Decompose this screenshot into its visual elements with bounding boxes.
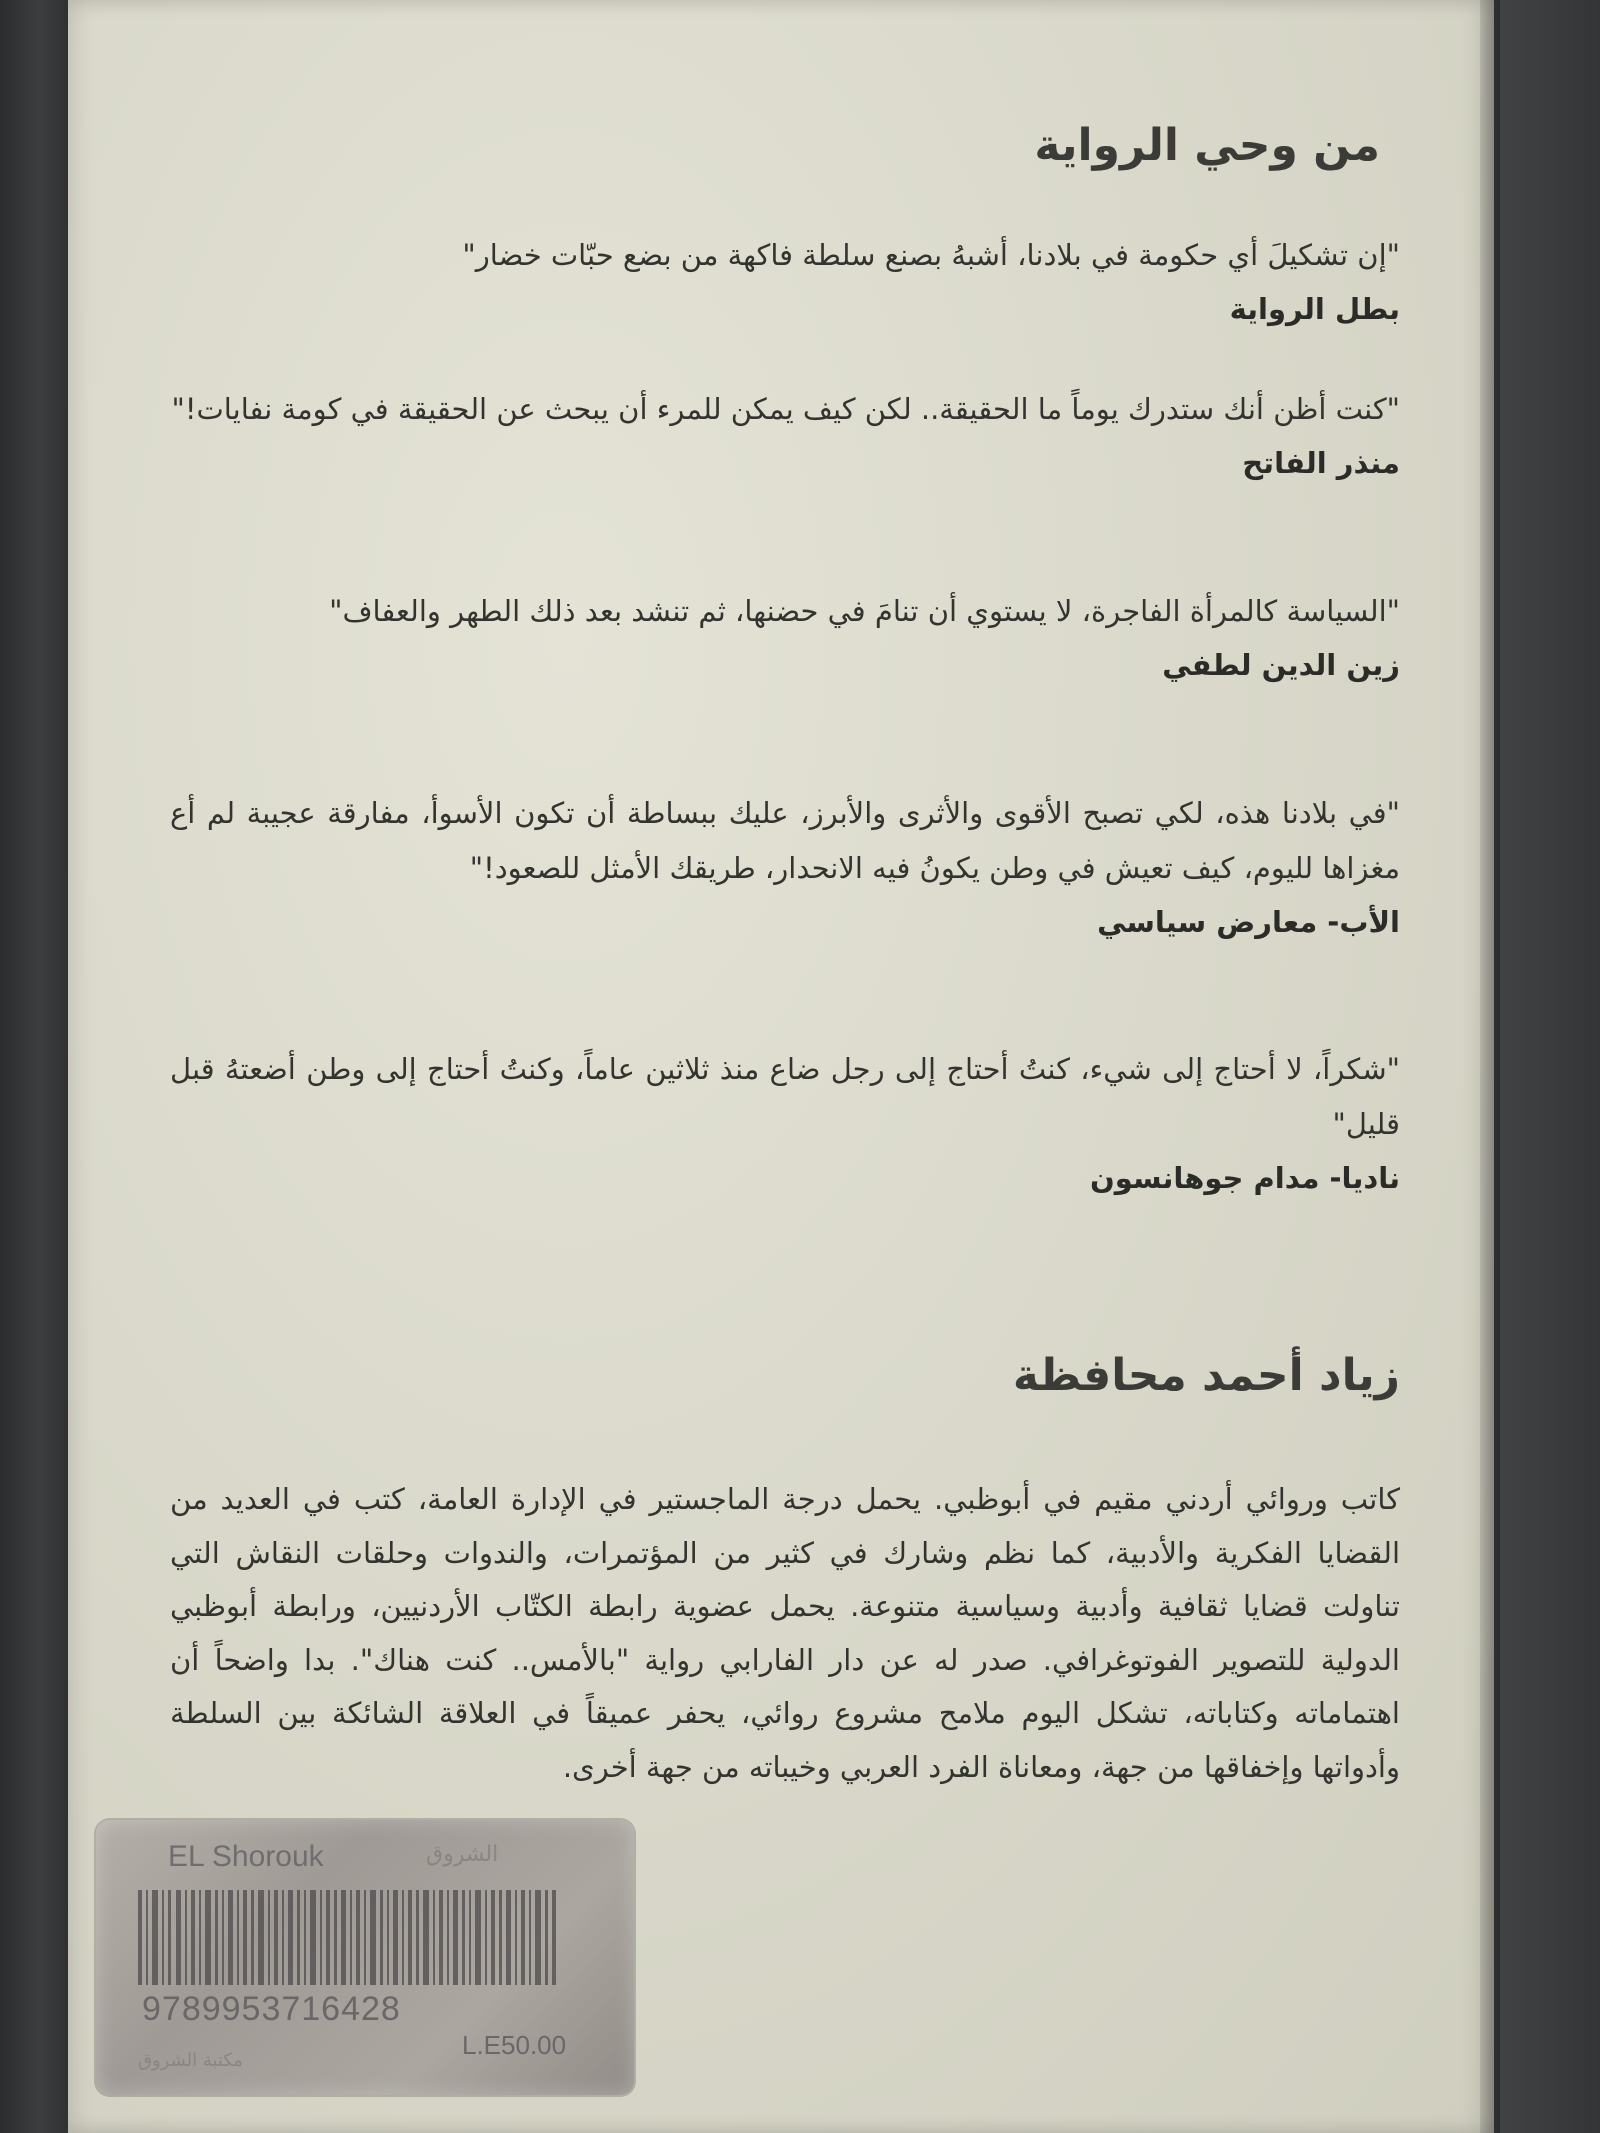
quote-attribution: منذر الفاتح: [1242, 446, 1400, 480]
quote-1: [170, 228, 1400, 335]
quote-attribution: الأب- معارض سياسي: [1097, 905, 1400, 939]
cover-edge-shadow: [1480, 0, 1500, 2133]
isbn-number: 9789953716428: [142, 1990, 401, 2028]
sticker-brand: EL Shorouk: [168, 1840, 324, 1873]
quote-text: "في بلادنا هذه، لكي تصبح الأقوى والأثرى والأبرز، عليك ببساطة أن تكون الأسوأ، مفارقة عجيبة لم أع مغزاها لليوم، كيف تعيش في وطن يكونُ فيه الانحدار، طريقك الأمثل للصعود!": [170, 796, 1400, 885]
quote-4: [170, 786, 1400, 948]
barcode-icon: [136, 1890, 566, 2000]
quote-3: [170, 584, 1400, 691]
quote-text: "شكراً، لا أحتاج إلى شيء، كنتُ أحتاج إلى رجل ضاع منذ ثلاثين عاماً، وكنتُ أحتاج إلى وطن أضعتهُ قبل قليل": [170, 1052, 1400, 1141]
sticker-brand-arabic: الشروق: [426, 1842, 499, 1867]
quote-attribution: زين الدين لطفي: [1162, 648, 1400, 682]
quote-text: "السياسة كالمرأة الفاجرة، لا يستوي أن تنامَ في حضنها، ثم تنشد بعد ذلك الطهر والعفاف": [329, 594, 1400, 628]
quote-5: [170, 1042, 1400, 1204]
author-bio: كاتب وروائي أردني مقيم في أبوظبي. يحمل درجة الماجستير في الإدارة العامة، كتب في العديد من القضايا الفكرية والأدبية، كما نظم وشارك في كثير من المؤتمرات، والندوات وحلقات النقاش التي تناولت قضايا ثقافية وأدبية وسياسية متنوعة. يحمل عضوية رابطة الكتّاب الأردنيين، ورابطة أبوظبي الدولية للتصوير الفوتوغرافي. صدر له عن دار الفارابي رواية "بالأمس.. كنت هناك". بدا واضحاً أن اهتماماته وكتاباته، تشكل اليوم ملامح مشروع روائي، يحفر عميقاً في العلاقة الشائكة بين السلطة وأدواتها وإخفاقها من جهة، ومعاناة الفرد العربي وخيباته من جهة أخرى.: [170, 1482, 1400, 1784]
author-name-title: زياد أحمد محافظة: [1012, 1350, 1400, 1401]
quote-text: "كنت أظن أنك ستدرك يوماً ما الحقيقة.. لكن كيف يمكن للمرء أن يبحث عن الحقيقة في كومة نفايات!": [171, 392, 1400, 426]
quote-attribution: بطل الرواية: [1229, 292, 1400, 326]
quote-text: "إن تشكيلَ أي حكومة في بلادنا، أشبهُ بصنع سلطة فاكهة من بضع حبّات خضار": [462, 238, 1400, 272]
price-barcode-sticker: [96, 1820, 634, 2095]
quote-2: [170, 382, 1400, 489]
price-label: L.E50.00: [462, 2030, 567, 2060]
sticker-footer: مكتبة الشروق: [138, 2050, 243, 2071]
section-title-from-novel: من وحي الرواية: [1034, 120, 1380, 171]
quote-attribution: ناديا- مدام جوهانسون: [1090, 1161, 1400, 1195]
